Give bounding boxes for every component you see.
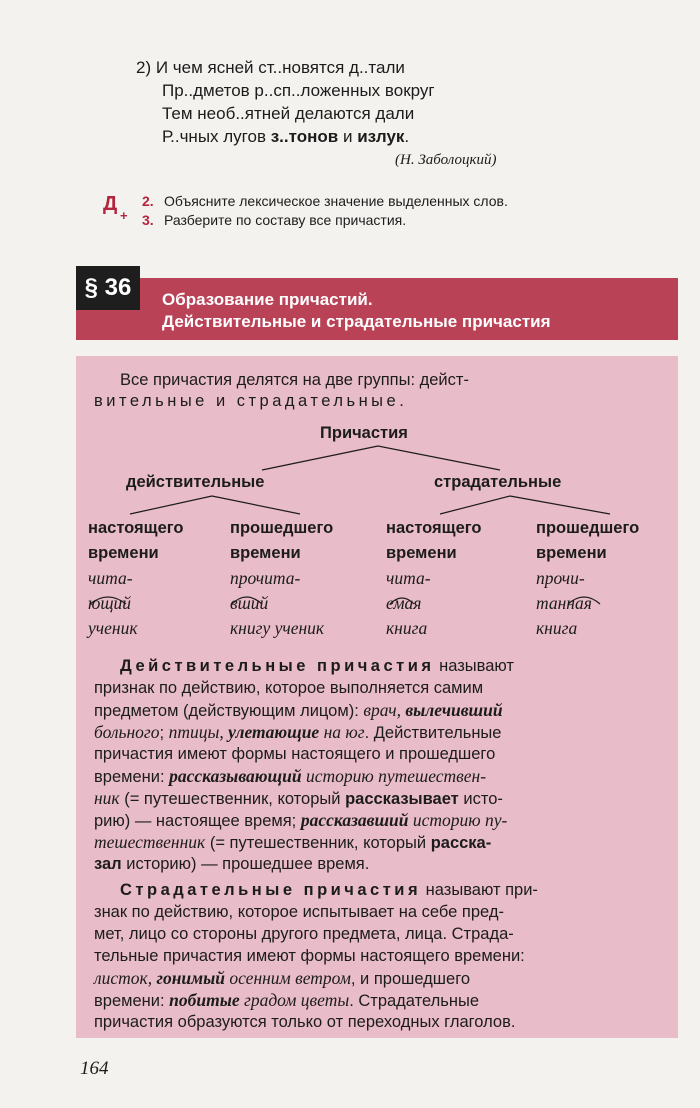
para-text: историю) — прошедшее время. <box>121 855 370 873</box>
example: историю путешествен- <box>301 766 487 786</box>
poem-text: и <box>342 127 353 146</box>
section-title-line: Действительные и страдательные причастия <box>162 312 551 331</box>
tree-column <box>88 516 184 641</box>
para-text: , и прошедшего <box>350 970 471 988</box>
para2-line <box>94 968 470 990</box>
para1-line: причастия имеют формы настоящего и прошедшего <box>94 745 496 763</box>
example: птицы, <box>168 722 229 742</box>
example: тешественник <box>94 832 206 852</box>
example-verb: рассказывает <box>345 790 459 808</box>
para-text: . Страдательные <box>349 992 479 1010</box>
example-suffix: емая <box>386 593 422 613</box>
para-text: времени: <box>94 992 170 1010</box>
para-text: (= путешественник, который <box>119 790 346 808</box>
example-noun: книга <box>386 618 428 638</box>
tree-column <box>230 516 333 641</box>
example-suffix: танная <box>536 593 592 613</box>
para2-line <box>120 880 538 901</box>
intro-text: вительные и страдательные. <box>94 392 408 410</box>
para1-line <box>94 722 501 744</box>
task-number: 2. <box>142 193 154 209</box>
para-text: . Действительные <box>364 724 502 742</box>
task-text: Разберите по составу все причастия. <box>164 212 407 228</box>
example-suffix: ющий <box>88 593 132 613</box>
term: Страдательные причастия <box>120 881 422 899</box>
example-participle: гонимый <box>156 968 226 988</box>
para-text: называют <box>434 657 514 675</box>
para-text: предметом (действующим лицом): <box>94 702 364 720</box>
example-stem: чита- <box>88 568 133 588</box>
task-number: 3. <box>142 212 154 228</box>
tense-label: времени <box>536 544 607 562</box>
tense-label: настоящего <box>88 519 184 537</box>
task-plus-icon: + <box>120 208 128 223</box>
tree-root: Причастия <box>320 424 408 442</box>
example-verb: зал <box>94 855 122 873</box>
example: градом цветы <box>239 990 350 1010</box>
tense-label: прошедшего <box>536 519 640 537</box>
para-text: ; <box>159 724 169 742</box>
para-text: (= путешественник, который <box>205 834 431 852</box>
example: листок, <box>94 968 157 988</box>
example-participle: улетающие <box>228 722 320 742</box>
task-text: Объясните лексическое значение выделенных слов. <box>164 193 508 209</box>
tense-label: прошедшего <box>230 519 334 537</box>
poem-line: Пр..дметов р..сп..ложенных вокруг <box>162 81 435 100</box>
tree-left-branch: действительные <box>126 473 265 491</box>
para2-line: причастия образуются только от переходных глаголов. <box>94 1013 516 1031</box>
term: Действительные причастия <box>120 657 435 675</box>
example: осенним ветром <box>225 968 351 988</box>
section-title-line: Образование причастий. <box>162 290 373 309</box>
para-text: времени: <box>94 768 170 786</box>
task-mark-icon: Д <box>103 193 118 215</box>
example: ник <box>94 788 120 808</box>
example-stem: прочита- <box>230 568 301 588</box>
para2-line: тельные причастия имеют формы настоящего времени: <box>94 947 525 965</box>
example-participle: рассказывающий <box>169 766 302 786</box>
tree-column <box>536 516 639 641</box>
example-verb: расска- <box>430 834 492 852</box>
example-stem: чита- <box>386 568 431 588</box>
tree-right-branch: страдательные <box>434 473 562 491</box>
para1-line <box>94 854 369 875</box>
example: больного <box>94 722 160 742</box>
poem-text: Р..чных лугов <box>162 127 266 146</box>
para-text: исто- <box>458 790 503 808</box>
para1-line: признак по действию, которое выполняется самим <box>94 679 484 697</box>
para2-line <box>94 990 479 1012</box>
para2-line: мет, лицо со стороны другого предмета, лица. Страда- <box>94 925 514 943</box>
poem-text: . <box>404 127 410 146</box>
poem-highlight: излук <box>357 127 405 146</box>
tree-column <box>386 516 482 641</box>
para2-line: знак по действию, которое испытывает на себе пред- <box>94 903 504 921</box>
example-noun: ученик <box>88 618 138 638</box>
page-number: 164 <box>80 1058 109 1079</box>
example-suffix: вший <box>230 593 269 613</box>
example: врач, <box>363 700 406 720</box>
poem-line: Тем необ..ятней делаются дали <box>162 104 415 123</box>
tense-label: времени <box>386 544 457 562</box>
tense-label: времени <box>230 544 301 562</box>
intro-text: Все причастия делятся на две группы: дейст- <box>120 371 469 389</box>
para1-line <box>120 656 514 677</box>
example: на юг <box>319 722 365 742</box>
example-stem: прочи- <box>536 568 585 588</box>
para1-line <box>94 810 507 832</box>
para1-line <box>94 700 503 722</box>
example: историю пу- <box>408 810 508 830</box>
example-participle: вылечивший <box>405 700 503 720</box>
example-noun: книгу ученик <box>230 618 325 638</box>
para-text: называют при- <box>421 881 538 899</box>
example-noun: книга <box>536 618 578 638</box>
para1-line <box>94 832 491 854</box>
poem-highlight: з..тонов <box>270 127 339 146</box>
para-text: рию) — настоящее время; <box>94 812 301 830</box>
section-number: § 36 <box>76 266 140 310</box>
tense-label: настоящего <box>386 519 482 537</box>
example-participle: побитые <box>169 990 240 1010</box>
para1-line <box>94 766 486 788</box>
poem-author: (Н. Заболоцкий) <box>395 152 497 168</box>
example-participle: рассказавший <box>300 810 409 830</box>
tense-label: времени <box>88 544 159 562</box>
para1-line <box>94 788 503 810</box>
poem-line: 2) И чем ясней ст..новятся д..тали <box>136 58 405 77</box>
